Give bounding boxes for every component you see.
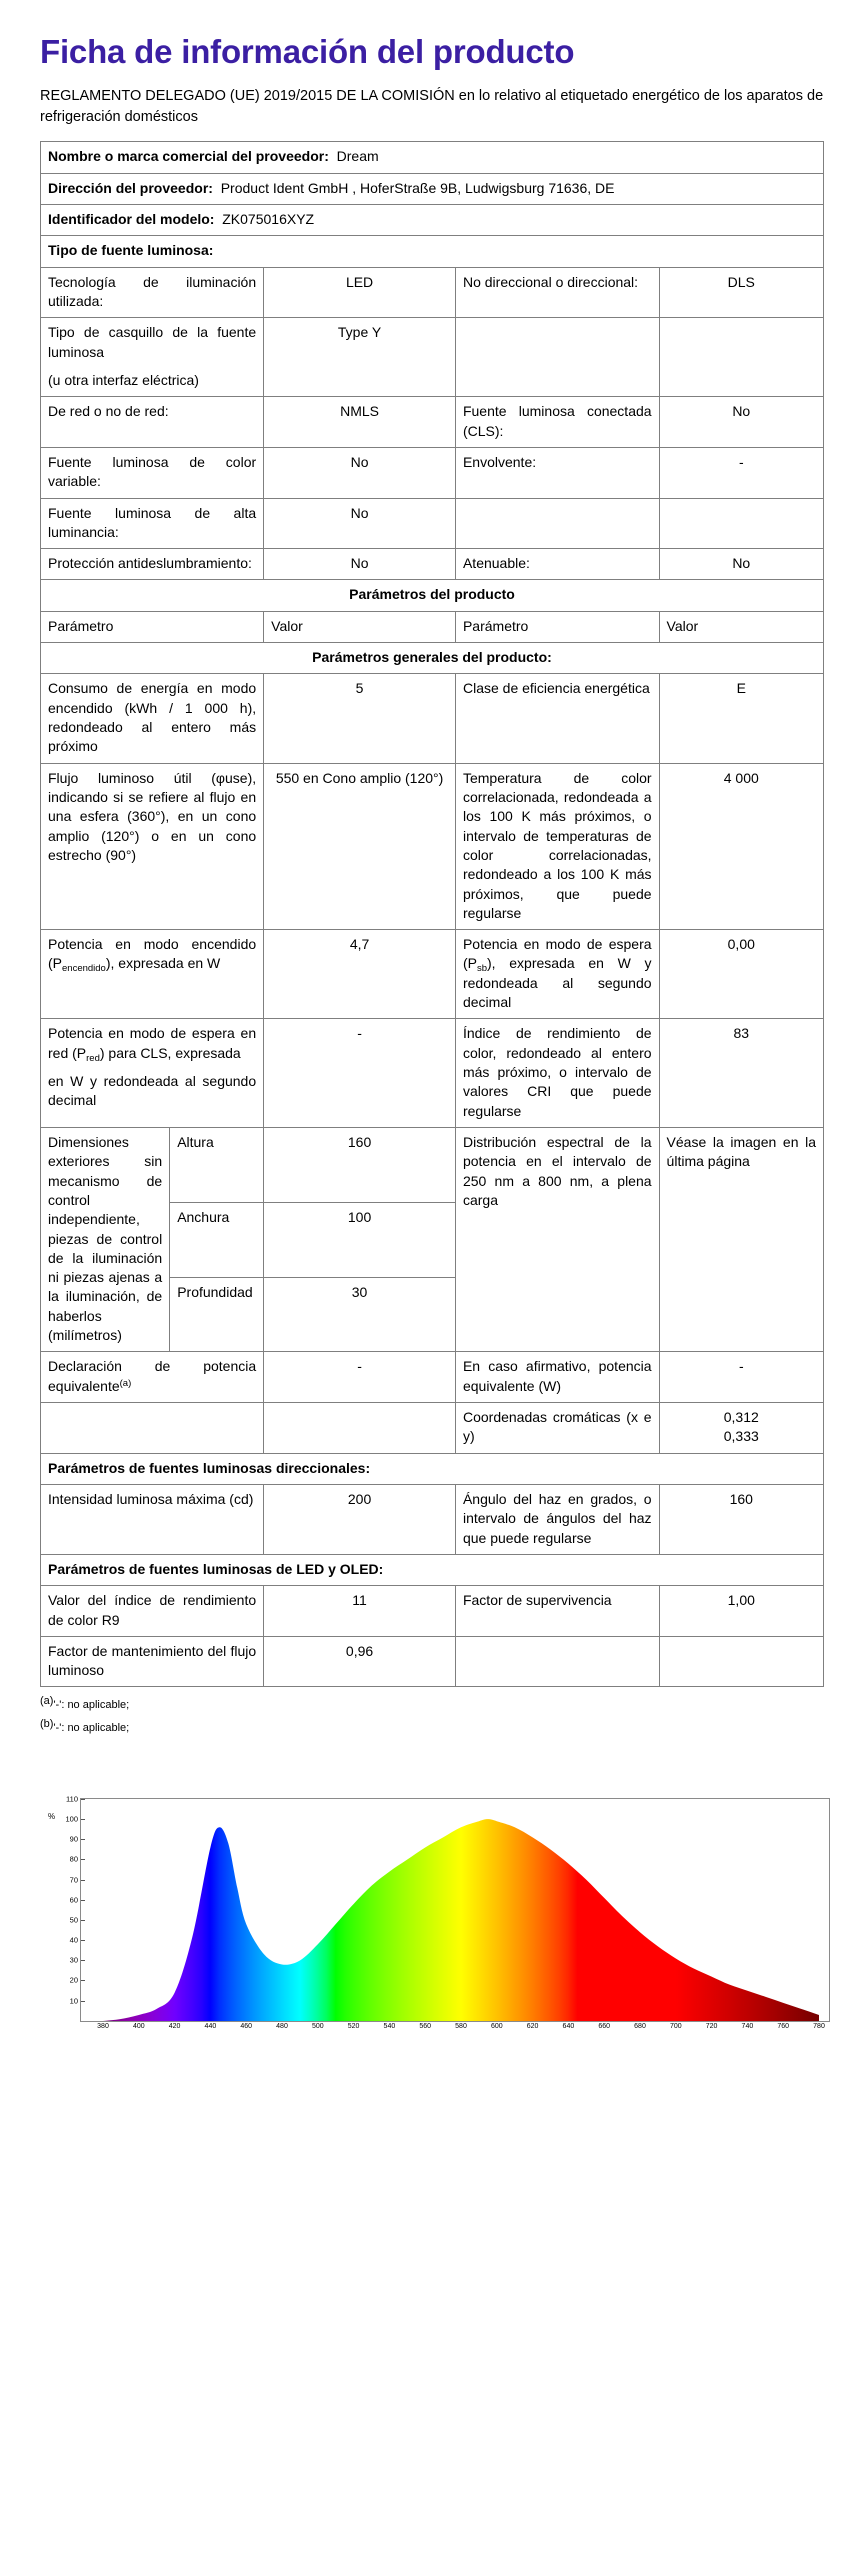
table-row xyxy=(41,763,824,930)
chart-x-tick: 740 xyxy=(741,2022,754,2030)
cri-value: 83 xyxy=(659,1019,823,1128)
cap-type-label xyxy=(41,318,264,397)
r9-label: Valor del índice de rendimiento de color R9 xyxy=(41,1586,264,1637)
lumen-maintenance-factor-value: 0,96 xyxy=(264,1636,456,1687)
supplier-address-cell xyxy=(41,173,824,204)
connected-light-source-value: No xyxy=(659,397,823,448)
energy-class-value: E xyxy=(659,674,823,763)
high-luminance-value: No xyxy=(264,498,456,549)
chart-x-tick: 400 xyxy=(132,2022,145,2030)
connected-light-source-label: Fuente luminosa conectada (CLS): xyxy=(455,397,659,448)
footnote-a-text: : no aplicable; xyxy=(61,1699,130,1712)
spectral-curve-svg xyxy=(81,1799,829,2021)
high-luminance-value2 xyxy=(659,498,823,549)
supplier-name-value: Dream xyxy=(336,148,379,165)
footnote-b-text: : no aplicable; xyxy=(61,1722,130,1735)
table-row xyxy=(41,580,824,611)
chart-y-tick-mark xyxy=(81,1859,85,1860)
networked-standby-power-label: Potencia en modo de espera en red $(P_{red})$ para CLS, expresada en W y redondeada al segundo decimal xyxy=(41,1019,264,1128)
column-header-parameter: Parámetro xyxy=(41,611,264,642)
chart-x-tick: 660 xyxy=(598,2022,611,2030)
table-row xyxy=(41,930,824,1019)
chromaticity-coordinates-label: Coordenadas cromáticas (x e y) xyxy=(455,1403,659,1454)
footnote-a xyxy=(40,1694,824,1715)
chromaticity-x: 0,312 xyxy=(723,1409,759,1426)
table-row xyxy=(41,236,824,267)
model-identifier-label: Identificador del modelo: xyxy=(48,211,215,228)
networked-standby-power-value: - xyxy=(264,1019,456,1128)
chromaticity-y: 0,333 xyxy=(723,1428,759,1445)
dimension-name-width: Anchura xyxy=(170,1202,264,1277)
correlated-colour-temperature-value: 4 000 xyxy=(659,763,823,930)
dimmable-value: No xyxy=(659,549,823,580)
table-row xyxy=(41,173,824,204)
chart-x-tick: 540 xyxy=(383,2022,396,2030)
product-parameters-band: Parámetros del producto xyxy=(41,580,824,611)
peak-luminous-intensity-label: Intensidad luminosa máxima (cd) xyxy=(41,1484,264,1554)
footnote-b xyxy=(40,1717,824,1738)
column-header-value-2: Valor xyxy=(659,611,823,642)
chart-y-tick-mark xyxy=(81,1940,85,1941)
chart-y-tick: 10 xyxy=(69,1996,78,2006)
cap-type-label-extra: (u otra interfaz eléctrica) xyxy=(48,371,199,388)
product-sheet-table xyxy=(40,141,824,1687)
table-row xyxy=(41,397,824,448)
footnote-b-dash: '-' xyxy=(53,1722,62,1735)
energy-consumption-value: 5 xyxy=(264,674,456,763)
equivalent-power-value: - xyxy=(659,1352,823,1403)
footnote-b-marker: (b) xyxy=(40,1718,54,1731)
r9-value: 11 xyxy=(264,1586,456,1637)
spectral-power-distribution-chart xyxy=(40,1784,824,2036)
chart-x-tick: 620 xyxy=(526,2022,539,2030)
table-row xyxy=(41,1453,824,1484)
lumen-maintenance-factor-label2 xyxy=(455,1636,659,1687)
chart-y-tick: 40 xyxy=(69,1935,78,1945)
model-identifier-cell xyxy=(41,205,824,236)
on-mode-power-value: 4,7 xyxy=(264,930,456,1019)
chart-x-tick: 420 xyxy=(168,2022,181,2030)
peak-luminous-intensity-value: 200 xyxy=(264,1484,456,1554)
footnote-a-marker: (a) xyxy=(40,1695,54,1708)
chart-x-tick: 780 xyxy=(813,2022,825,2030)
table-row xyxy=(41,1403,824,1454)
table-row xyxy=(41,142,824,173)
energy-consumption-label: Consumo de energía en modo encendido (kWh / 1 000 h), redondeado al entero más próximo xyxy=(41,674,264,763)
footnote-a-dash: '-' xyxy=(53,1699,62,1712)
model-identifier-value: ZK075016XYZ xyxy=(222,211,315,228)
colour-tunable-value: No xyxy=(264,447,456,498)
equivalent-power-claim-value: - xyxy=(264,1352,456,1403)
chromaticity-empty-value xyxy=(264,1403,456,1454)
chart-y-tick-mark xyxy=(81,1920,85,1921)
chart-x-tick: 380 xyxy=(97,2022,109,2030)
chart-y-tick: 110 xyxy=(66,1794,78,1804)
dimension-name-depth: Profundidad xyxy=(170,1277,264,1352)
table-row xyxy=(41,1352,824,1403)
supplier-address-value: Product Ident GmbH , HoferStraße 9B, Ludwigsburg 71636, DE xyxy=(220,179,615,196)
column-header-parameter-2: Parámetro xyxy=(455,611,659,642)
lighting-technology-value: LED xyxy=(264,267,456,318)
regulation-line-1: REGLAMENTO DELEGADO (UE) 2019/2015 DE LA COMISIÓN en lo relativo al etiquetado energético xyxy=(40,88,700,105)
colour-tunable-label: Fuente luminosa de color variable: xyxy=(41,447,264,498)
high-luminance-label: Fuente luminosa de alta luminancia: xyxy=(41,498,264,549)
dimension-value-width: 100 xyxy=(264,1202,456,1277)
chart-x-tick: 480 xyxy=(276,2022,288,2030)
chart-x-tick: 680 xyxy=(634,2022,646,2030)
footnotes xyxy=(40,1694,824,1737)
table-row xyxy=(41,205,824,236)
column-header-value: Valor xyxy=(264,611,456,642)
table-row xyxy=(41,1019,824,1128)
chart-x-tick: 560 xyxy=(419,2022,432,2030)
spectral-power-distribution-value: Véase la imagen en la última página xyxy=(659,1127,823,1351)
directional-parameters-band: Parámetros de fuentes luminosas direccionales: xyxy=(41,1453,824,1484)
useful-luminous-flux-label: Flujo luminoso útil (φuse), indicando si se refiere al flujo en una esfera (360°), en un cono amplio (120°) o en un cono estrecho (90°) xyxy=(41,763,264,930)
table-row xyxy=(41,498,824,549)
energy-class-label: Clase de eficiencia energética xyxy=(455,674,659,763)
page-title: Ficha de información del producto xyxy=(40,33,575,70)
chart-y-tick: 30 xyxy=(69,1955,78,1965)
chart-x-tick: 440 xyxy=(204,2022,217,2030)
regulation-line-2: de los aparatos de refrigeración domésticos xyxy=(40,88,824,125)
outer-dimensions-label: Dimensiones exteriores sin mecanismo de control independiente, piezas de control de la iluminación ni piezas ajenas a la iluminación, de haberlos (milímetros) xyxy=(41,1127,170,1351)
chart-y-tick-mark xyxy=(81,1819,85,1820)
chart-y-tick-mark xyxy=(81,1980,85,1981)
chart-plot-area xyxy=(65,1794,830,2030)
chart-x-tick: 460 xyxy=(240,2022,253,2030)
chromaticity-empty-label xyxy=(41,1403,264,1454)
supplier-name-cell xyxy=(41,142,824,173)
table-row xyxy=(41,1554,824,1585)
beam-angle-value: 160 xyxy=(659,1484,823,1554)
chart-y-tick-mark xyxy=(81,1880,85,1881)
standby-power-value: 0,00 xyxy=(659,930,823,1019)
table-row xyxy=(41,674,824,763)
chart-y-tick-mark xyxy=(81,1799,85,1800)
equivalent-power-label: En caso afirmativo, potencia equivalente (W) xyxy=(455,1352,659,1403)
chart-y-tick-mark xyxy=(81,1960,85,1961)
chart-y-tick: 60 xyxy=(69,1895,78,1905)
survival-factor-label: Factor de supervivencia xyxy=(455,1586,659,1637)
anti-glare-value: No xyxy=(264,549,456,580)
chart-y-tick: 20 xyxy=(69,1975,78,1985)
supplier-name-label: Nombre o marca comercial del proveedor: xyxy=(48,148,329,165)
chromaticity-coordinates-value xyxy=(659,1403,823,1454)
mains-value: NMLS xyxy=(264,397,456,448)
standby-power-label: Potencia en modo de espera $(P_{sb})$, expresada en W y redondeada al segundo decimal xyxy=(455,930,659,1019)
chart-x-tick: 520 xyxy=(347,2022,360,2030)
regulation-reference xyxy=(40,86,824,127)
led-oled-parameters-band: Parámetros de fuentes luminosas de LED y OLED: xyxy=(41,1554,824,1585)
chart-y-tick: 70 xyxy=(69,1875,78,1885)
envelope-value: - xyxy=(659,447,823,498)
supplier-address-label: Dirección del proveedor: xyxy=(48,179,213,196)
cri-label: Índice de rendimiento de color, redondeado al entero más próximo, o intervalo de valores CRI que puede regularse xyxy=(455,1019,659,1128)
chart-y-tick: 80 xyxy=(69,1854,78,1864)
dimension-name-height: Altura xyxy=(170,1127,264,1202)
chart-x-tick: 720 xyxy=(705,2022,718,2030)
table-row xyxy=(41,549,824,580)
chart-x-tick: 600 xyxy=(490,2022,503,2030)
chart-y-tick: 50 xyxy=(69,1915,78,1925)
directional-label: No direccional o direccional: xyxy=(455,267,659,318)
table-row xyxy=(41,611,824,642)
lumen-maintenance-factor-value2 xyxy=(659,1636,823,1687)
table-row xyxy=(41,318,824,397)
lighting-technology-label: Tecnología de iluminación utilizada: xyxy=(41,267,264,318)
chart-y-tick-mark xyxy=(81,1839,85,1840)
chart-y-tick: 100 xyxy=(65,1814,78,1824)
high-luminance-label2 xyxy=(455,498,659,549)
cap-type-value: Type Y xyxy=(264,318,456,397)
spectral-power-distribution-label: Distribución espectral de la potencia en el intervalo de 250 nm a 800 nm, a plena carga xyxy=(455,1127,659,1351)
chart-y-tick: 90 xyxy=(69,1834,78,1844)
chart-y-tick-mark xyxy=(81,1900,85,1901)
chart-x-tick: 640 xyxy=(562,2022,575,2030)
table-row xyxy=(41,1127,824,1202)
chart-y-axis-label: % xyxy=(48,1811,56,1821)
dimension-value-height: 160 xyxy=(264,1127,456,1202)
chart-x-tick: 580 xyxy=(455,2022,467,2030)
chart-box xyxy=(40,1784,834,2036)
table-row xyxy=(41,1586,824,1637)
table-row xyxy=(41,267,824,318)
cap-type-label2 xyxy=(455,318,659,397)
table-row xyxy=(41,447,824,498)
chart-x-tick: 760 xyxy=(777,2022,790,2030)
lumen-maintenance-factor-label: Factor de mantenimiento del flujo luminoso xyxy=(41,1636,264,1687)
mains-label: De red o no de red: xyxy=(41,397,264,448)
dimension-value-depth: 30 xyxy=(264,1277,456,1352)
on-mode-power-label: Potencia en modo encendido $(P_{encendido})$, expresada en W xyxy=(41,930,264,1019)
equivalent-power-claim-label xyxy=(41,1352,264,1403)
general-parameters-band: Parámetros generales del producto: xyxy=(41,643,824,674)
light-source-type-section-title: Tipo de fuente luminosa: xyxy=(41,236,824,267)
table-row xyxy=(41,1636,824,1687)
useful-luminous-flux-value: 550 en Cono amplio (120°) xyxy=(264,763,456,930)
survival-factor-value: 1,00 xyxy=(659,1586,823,1637)
table-row xyxy=(41,1484,824,1554)
correlated-colour-temperature-label: Temperatura de color correlacionada, redondeada a los 100 K más próximos, o intervalo de temperaturas de color correlacionadas, redondeado a los 100 K más próximos, que puede regularse xyxy=(455,763,659,930)
dimmable-label: Atenuable: xyxy=(455,549,659,580)
equivalent-power-claim-footnote-marker: (a) xyxy=(119,1377,132,1389)
envelope-label: Envolvente: xyxy=(455,447,659,498)
chart-x-tick: 700 xyxy=(669,2022,682,2030)
anti-glare-label: Protección antideslumbramiento: xyxy=(41,549,264,580)
directional-value: DLS xyxy=(659,267,823,318)
cap-type-value2 xyxy=(659,318,823,397)
chart-x-tick: 500 xyxy=(311,2022,324,2030)
cap-type-label-text: Tipo de casquillo de la fuente luminosa xyxy=(48,324,257,360)
chart-y-tick-mark xyxy=(81,2001,85,2002)
beam-angle-label: Ángulo del haz en grados, o intervalo de ángulos del haz que puede regularse xyxy=(455,1484,659,1554)
table-row xyxy=(41,643,824,674)
equivalent-power-claim-text: Declaración de potencia equivalente xyxy=(48,1358,257,1394)
